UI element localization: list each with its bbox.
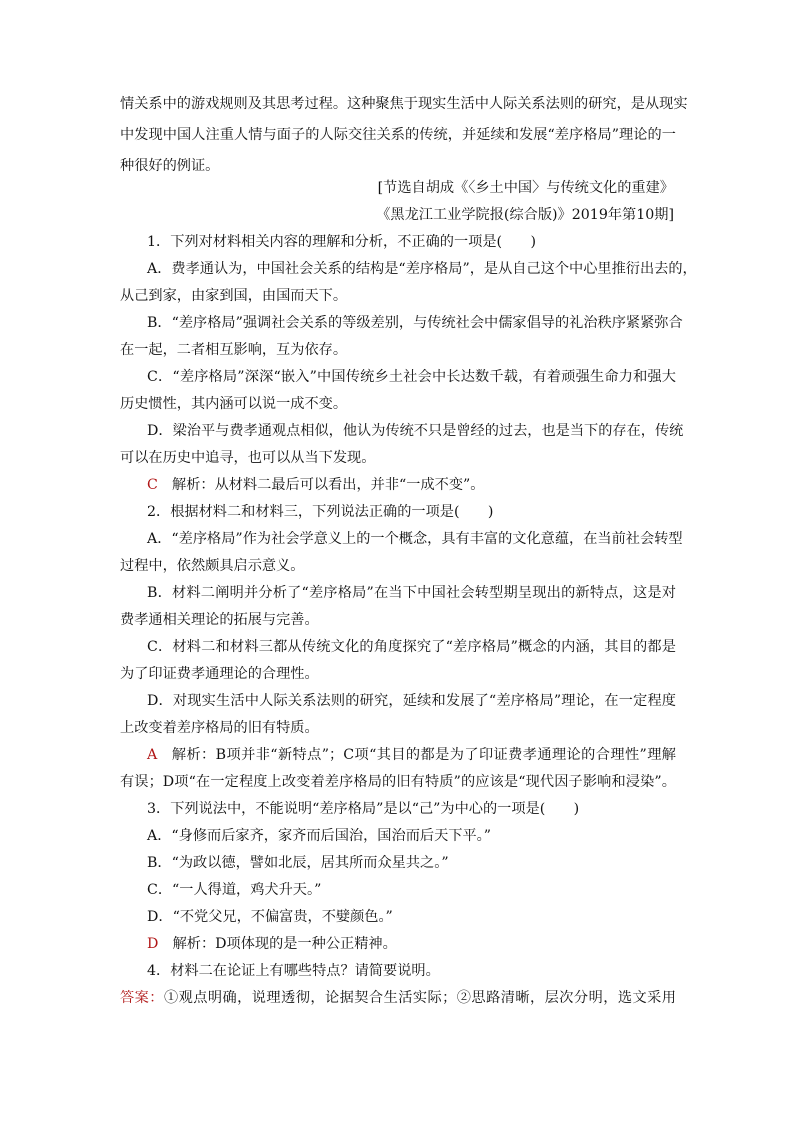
q1-option-b-line-2: 在一起，二者相互影响，互为依存。 (120, 342, 348, 358)
q3-option-b: B．“为政以德，譬如北辰，居其所而众星共之。” (147, 855, 449, 871)
passage-line-1: 情关系中的游戏规则及其思考过程。这种聚焦于现实生活中人际关系法则的研究，是从现实 (120, 96, 688, 112)
q2-option-a-line-1: A．“差序格局”作为社会学意义上的一个概念，具有丰富的文化意蕴，在当前社会转型 (147, 531, 683, 547)
q2-option-d-line-2: 上改变着差序格局的旧有特质。 (120, 720, 319, 736)
source-line-1: [节选自胡成《〈乡土中国〉与传统文化的重建》 (377, 180, 674, 196)
q1-option-c-line-2: 历史惯性，其内涵可以说一成不变。 (120, 396, 348, 412)
q2-analysis-text-2: 有误；D项“在一定程度上改变着差序格局的旧有特质”的应该是“现代因子影响和浸染”。 (120, 774, 676, 790)
passage-line-2: 中发现中国人注重人情与面子的人际交往关系的传统，并延续和发展“差序格局”理论的一 (120, 127, 676, 143)
q3-analysis-text: 解析：D项体现的是一种公正精神。 (172, 936, 397, 952)
q2-option-d-line-1: D．对现实生活中人际关系法则的研究，延续和发展了“差序格局”理论，在一定程度 (147, 693, 676, 709)
q1-answer-analysis (147, 475, 485, 495)
q2-option-c-line-2: 为了印证费孝通理论的合理性。 (120, 666, 319, 682)
q3-answer-letter: D (147, 936, 159, 952)
q4-answer-line (120, 988, 676, 1008)
q2-answer-analysis-line-1 (147, 745, 676, 765)
question-4-stem: 4．材料二在论证上有哪些特点？请简要说明。 (147, 963, 440, 979)
q1-option-d-line-2: 可以在历史中追寻，也可以从当下发现。 (120, 450, 376, 466)
passage-line-3: 种很好的例证。 (120, 158, 220, 174)
q3-option-a: A．“身修而后家齐，家齐而后国治，国治而后天下平。” (147, 828, 491, 844)
q2-analysis-text-1: 解析：B项并非“新特点”；C项“其目的都是为了印证费孝通理论的合理性”理解 (171, 747, 676, 763)
q1-analysis-text: 解析：从材料二最后可以看出，并非“一成不变”。 (172, 477, 485, 493)
question-1-stem: 1．下列对材料相关内容的理解和分析，不正确的一项是( ) (147, 234, 536, 250)
q2-option-c-line-1: C．材料二和材料三都从传统文化的角度探究了“差序格局”概念的内涵，其目的都是 (147, 639, 676, 655)
q3-option-c: C．“一人得道，鸡犬升天。” (147, 882, 322, 898)
q1-option-b-line-1: B．“差序格局”强调社会关系的等级差别，与传统社会中儒家倡导的礼治秩序紧紧弥合 (147, 315, 683, 331)
q1-option-a-line-1: A．费孝通认为，中国社会关系的结构是“差序格局”，是从自己这个中心里推衍出去的， (147, 261, 697, 277)
q2-option-b-line-1: B．材料二阐明并分析了“差序格局”在当下中国社会转型期呈现出的新特点，这是对 (147, 585, 676, 601)
q1-option-c-line-1: C．“差序格局”深深“嵌入”中国传统乡土社会中长达数千载，有着顽强生命力和强大 (147, 369, 676, 385)
q3-option-d: D．“不党父兄，不偏富贵，不嬖颜色。” (147, 909, 393, 925)
q2-option-a-line-2: 过程中，依然颇具启示意义。 (120, 558, 305, 574)
q4-answer-text: ①观点明确，说理透彻，论据契合生活实际；②思路清晰，层次分明，选文采用 (163, 990, 676, 1006)
q1-answer-letter: C (147, 477, 158, 493)
q1-option-a-line-2: 从己到家，由家到国，由国而天下。 (120, 288, 348, 304)
q1-option-d-line-1: D．梁治平与费孝通观点相似，他认为传统不只是曾经的过去，也是当下的存在，传统 (147, 423, 684, 439)
q3-answer-analysis (147, 934, 397, 954)
question-3-stem: 3．下列说法中，不能说明“差序格局”是以“己”为中心的一项是( ) (147, 801, 580, 817)
question-2-stem: 2．根据材料二和材料三，下列说法正确的一项是( ) (147, 504, 494, 520)
source-line-2: 《黑龙江工业学院报(综合版)》2019年第10期] (376, 207, 674, 223)
q2-option-b-line-2: 费孝通相关理论的拓展与完善。 (120, 612, 319, 628)
q2-answer-letter: A (147, 747, 158, 763)
q4-answer-label: 答案： (120, 990, 164, 1006)
